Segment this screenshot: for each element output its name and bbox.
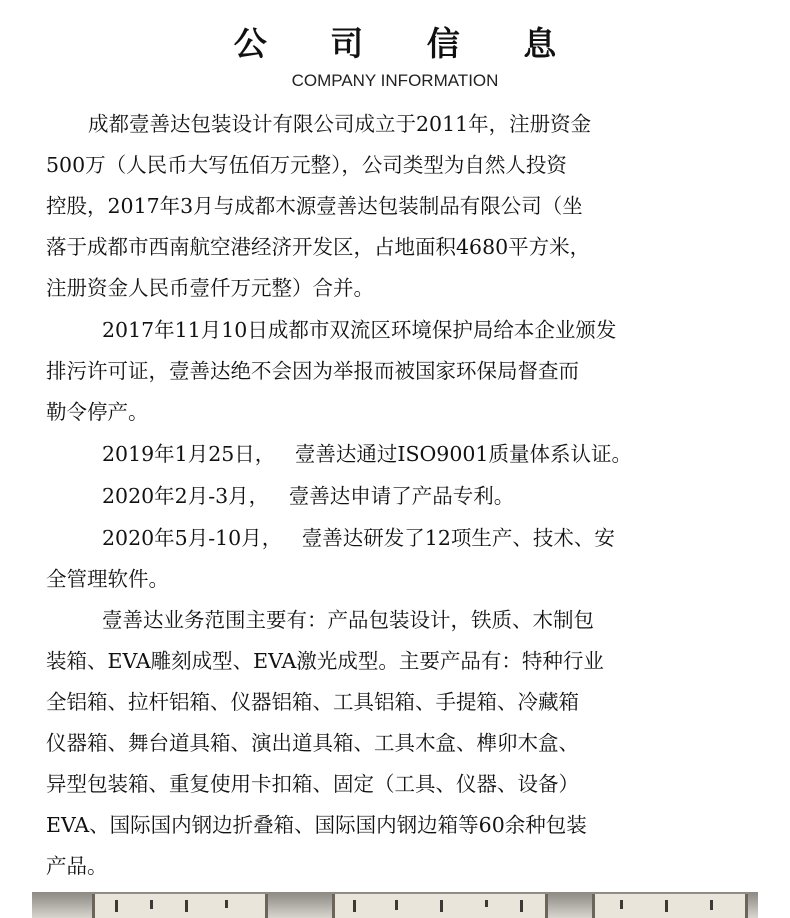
- paragraph-line: 成都壹善达包装设计有限公司成立于2011年，注册资金: [88, 112, 592, 136]
- paragraph-line: 2017年11月10日成都市双流区环境保护局给本企业颁发: [102, 318, 617, 342]
- paragraph-permit: [46, 310, 746, 433]
- paragraph-line: 500万（人民币大写伍佰万元整），公司类型为自然人投资: [46, 153, 567, 177]
- paragraph-line: 控股，2017年3月与成都木源壹善达包装制品有限公司（坐: [46, 194, 583, 218]
- paragraph-iso: [46, 434, 746, 475]
- page-title: 公 司 信 息: [233, 24, 583, 63]
- paragraph-line: 全铝箱、拉杆铝箱、仪器铝箱、工具铝箱、手提箱、冷藏箱: [46, 690, 579, 714]
- paragraph-line: 注册资金人民币壹仟万元整）合并。: [46, 276, 374, 300]
- paragraph-line: 2019年1月25日， 壹善达通过ISO9001质量体系认证。: [102, 442, 632, 466]
- calligraphy-scroll: [92, 894, 268, 918]
- paragraph-line: 2020年5月-10月， 壹善达研发了12项生产、技术、安: [102, 526, 615, 550]
- paragraph-line: 勒令停产。: [46, 400, 149, 424]
- paragraph-patent: [46, 476, 746, 517]
- paragraph-line: 异型包装箱、重复使用卡扣箱、固定（工具、仪器、设备）: [46, 772, 579, 796]
- paragraph-line: 仪器箱、舞台道具箱、演出道具箱、工具木盒、榫卯木盒、: [46, 731, 579, 755]
- paragraph-line: EVA、国际国内钢边折叠箱、国际国内钢边箱等60余种包装: [46, 813, 587, 837]
- calligraphy-scroll: [332, 894, 548, 918]
- calligraphy-scroll: [592, 894, 748, 918]
- paragraph-founding: [46, 104, 746, 309]
- page-subtitle: COMPANY INFORMATION: [291, 71, 499, 90]
- paragraph-line: 全管理软件。: [46, 567, 169, 591]
- paragraph-software: [46, 518, 746, 600]
- paragraph-business-scope: [46, 600, 746, 887]
- paragraph-line: 产品。: [46, 854, 108, 878]
- paragraph-line: 排污许可证，壹善达绝不会因为举报而被国家环保局督查而: [46, 359, 579, 383]
- calligraphy-photo: [32, 892, 758, 918]
- paragraph-line: 装箱、EVA雕刻成型、EVA激光成型。主要产品有：特种行业: [46, 649, 604, 673]
- paragraph-line: 壹善达业务范围主要有：产品包装设计，铁质、木制包: [102, 608, 594, 632]
- paragraph-line: 落于成都市西南航空港经济开发区，占地面积4680平方米，: [46, 235, 591, 259]
- paragraph-line: 2020年2月-3月， 壹善达申请了产品专利。: [102, 484, 515, 508]
